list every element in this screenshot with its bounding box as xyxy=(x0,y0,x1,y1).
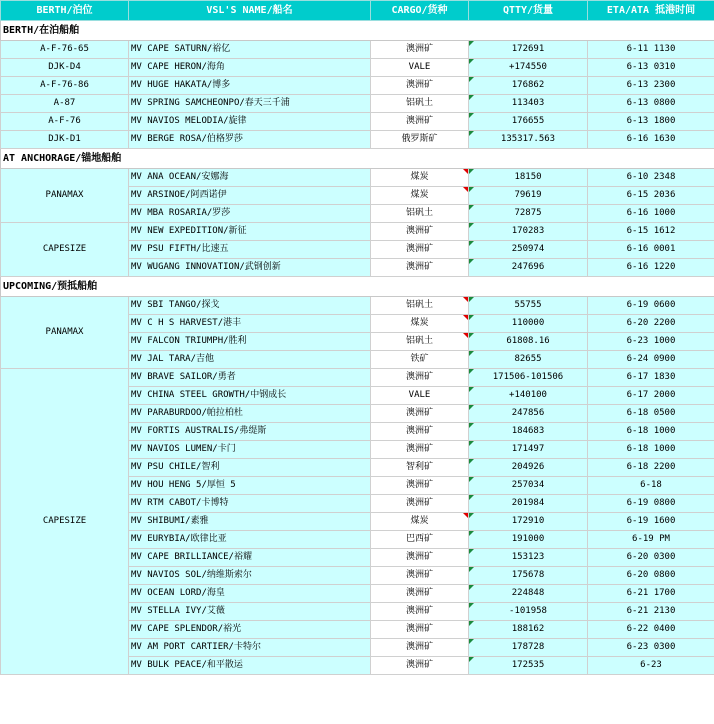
cell-cargo[interactable]: 澳洲矿 xyxy=(371,241,469,259)
cell-cargo[interactable]: 澳洲矿 xyxy=(371,223,469,241)
cell-quantity[interactable]: 72875 xyxy=(469,205,588,223)
cell-vessel-name[interactable]: MV STELLA IVY/艾薇 xyxy=(129,603,371,621)
cell-eta[interactable]: 6-16 0001 xyxy=(588,241,714,259)
cell-vessel-name[interactable]: MV SPRING SAMCHEONPO/春天三千浦 xyxy=(129,95,371,113)
header-row xyxy=(1,1,714,21)
section-row-anchorage xyxy=(1,149,714,169)
cell-eta[interactable]: 6-23 0300 xyxy=(588,639,714,657)
cell-eta[interactable]: 6-18 1000 xyxy=(588,423,714,441)
cell-quantity[interactable]: 79619 xyxy=(469,187,588,205)
cell-quantity[interactable]: 172691 xyxy=(469,41,588,59)
table-row xyxy=(1,297,714,315)
cell-vessel-name[interactable]: MV BERGE ROSA/伯格罗莎 xyxy=(129,131,371,149)
cell-quantity[interactable]: 171506-101506 xyxy=(469,369,588,387)
group-label-panamax[interactable]: PANAMAX xyxy=(1,297,129,369)
cell-eta[interactable]: 6-15 1612 xyxy=(588,223,714,241)
cell-eta[interactable]: 6-15 2036 xyxy=(588,187,714,205)
cell-berth[interactable]: A-F-76-65 xyxy=(1,41,129,59)
cell-eta[interactable]: 6-20 0800 xyxy=(588,567,714,585)
cell-eta[interactable]: 6-13 0800 xyxy=(588,95,714,113)
cell-quantity[interactable]: 188162 xyxy=(469,621,588,639)
cell-vessel-name[interactable]: MV CAPE SPLENDOR/裕光 xyxy=(129,621,371,639)
cell-cargo[interactable]: 澳洲矿 xyxy=(371,621,469,639)
cell-cargo[interactable]: 智利矿 xyxy=(371,459,469,477)
cell-cargo[interactable]: 铝矾土 xyxy=(371,333,469,351)
cell-quantity[interactable]: 172910 xyxy=(469,513,588,531)
cell-quantity[interactable]: 171497 xyxy=(469,441,588,459)
cell-vessel-name[interactable]: MV MBA ROSARIA/罗莎 xyxy=(129,205,371,223)
cell-cargo[interactable]: 澳洲矿 xyxy=(371,77,469,95)
cell-vessel-name[interactable]: MV WUGANG INNOVATION/武钢创新 xyxy=(129,259,371,277)
cell-cargo[interactable]: 煤炭 xyxy=(371,169,469,187)
cell-eta[interactable]: 6-21 1700 xyxy=(588,585,714,603)
cell-quantity[interactable]: 170283 xyxy=(469,223,588,241)
table-row xyxy=(1,223,714,241)
cell-vessel-name[interactable]: MV PSU FIFTH/比速五 xyxy=(129,241,371,259)
cell-cargo[interactable]: 澳洲矿 xyxy=(371,567,469,585)
cell-quantity[interactable]: 224848 xyxy=(469,585,588,603)
cell-vessel-name[interactable]: MV FALCON TRIUMPH/胜利 xyxy=(129,333,371,351)
cell-vessel-name[interactable]: MV CAPE SATURN/裕亿 xyxy=(129,41,371,59)
cell-quantity[interactable]: -101958 xyxy=(469,603,588,621)
cell-cargo[interactable]: 澳洲矿 xyxy=(371,549,469,567)
cell-vessel-name[interactable]: MV SHIBUMI/素雅 xyxy=(129,513,371,531)
table-row xyxy=(1,95,714,113)
cell-vessel-name[interactable]: MV BRAVE SAILOR/勇者 xyxy=(129,369,371,387)
cell-eta[interactable]: 6-19 PM xyxy=(588,531,714,549)
cell-eta[interactable]: 6-18 0500 xyxy=(588,405,714,423)
cell-eta[interactable]: 6-16 1630 xyxy=(588,131,714,149)
cell-vessel-name[interactable]: MV NAVIOS LUMEN/卡门 xyxy=(129,441,371,459)
group-label-panamax[interactable]: PANAMAX xyxy=(1,169,129,223)
section-title-upcoming[interactable]: UPCOMING/预抵船舶 xyxy=(1,277,714,297)
cell-eta[interactable]: 6-13 0310 xyxy=(588,59,714,77)
cell-eta[interactable]: 6-19 1600 xyxy=(588,513,714,531)
section-row-upcoming xyxy=(1,277,714,297)
cell-vessel-name[interactable]: MV BULK PEACE/和平散运 xyxy=(129,657,371,675)
cell-eta[interactable]: 6-18 2200 xyxy=(588,459,714,477)
cell-eta[interactable]: 6-19 0800 xyxy=(588,495,714,513)
cell-quantity[interactable]: 178728 xyxy=(469,639,588,657)
cell-cargo[interactable]: 俄罗斯矿 xyxy=(371,131,469,149)
cell-quantity[interactable]: 172535 xyxy=(469,657,588,675)
cell-cargo[interactable]: 煤炭 xyxy=(371,513,469,531)
cell-eta[interactable]: 6-16 1000 xyxy=(588,205,714,223)
cell-quantity[interactable]: 61808.16 xyxy=(469,333,588,351)
cell-quantity[interactable]: 175678 xyxy=(469,567,588,585)
cell-eta[interactable]: 6-23 xyxy=(588,657,714,675)
cell-vessel-name[interactable]: MV NEW EXPEDITION/新征 xyxy=(129,223,371,241)
cell-eta[interactable]: 6-22 0400 xyxy=(588,621,714,639)
cell-quantity[interactable]: +140100 xyxy=(469,387,588,405)
cell-eta[interactable]: 6-20 2200 xyxy=(588,315,714,333)
cell-quantity[interactable]: 184683 xyxy=(469,423,588,441)
cell-vessel-name[interactable]: MV EURYBIA/欧律比亚 xyxy=(129,531,371,549)
cell-cargo[interactable]: 澳洲矿 xyxy=(371,369,469,387)
table-row xyxy=(1,369,714,387)
cell-quantity[interactable]: 176655 xyxy=(469,113,588,131)
cell-eta[interactable]: 6-18 1000 xyxy=(588,441,714,459)
cell-quantity[interactable]: 176862 xyxy=(469,77,588,95)
cell-quantity[interactable]: 191000 xyxy=(469,531,588,549)
cell-eta[interactable]: 6-13 2300 xyxy=(588,77,714,95)
cell-vessel-name[interactable]: MV NAVIOS MELODIA/旋律 xyxy=(129,113,371,131)
cell-cargo[interactable]: VALE xyxy=(371,59,469,77)
cell-vessel-name[interactable]: MV ARSINOE/阿西诺伊 xyxy=(129,187,371,205)
cell-cargo[interactable]: 澳洲矿 xyxy=(371,495,469,513)
cell-cargo[interactable]: 澳洲矿 xyxy=(371,41,469,59)
cell-vessel-name[interactable]: MV JAL TARA/吉他 xyxy=(129,351,371,369)
cell-cargo[interactable]: 煤炭 xyxy=(371,315,469,333)
table-row xyxy=(1,41,714,59)
cell-cargo[interactable]: 巴西矿 xyxy=(371,531,469,549)
section-title-anchorage[interactable]: AT ANCHORAGE/锚地船舶 xyxy=(1,149,714,169)
cell-cargo[interactable]: 铝矾土 xyxy=(371,205,469,223)
cell-quantity[interactable]: 153123 xyxy=(469,549,588,567)
cell-quantity[interactable]: 113403 xyxy=(469,95,588,113)
cell-eta[interactable]: 6-17 1830 xyxy=(588,369,714,387)
cell-eta[interactable]: 6-20 0300 xyxy=(588,549,714,567)
cell-eta[interactable]: 6-19 0600 xyxy=(588,297,714,315)
cell-cargo[interactable]: 澳洲矿 xyxy=(371,405,469,423)
cell-eta[interactable]: 6-17 2000 xyxy=(588,387,714,405)
table-row xyxy=(1,59,714,77)
cell-quantity[interactable]: 55755 xyxy=(469,297,588,315)
cell-cargo[interactable]: 铝矾土 xyxy=(371,95,469,113)
table-row xyxy=(1,77,714,95)
cell-vessel-name[interactable]: MV CAPE HERON/海角 xyxy=(129,59,371,77)
cell-eta[interactable]: 6-21 2130 xyxy=(588,603,714,621)
cell-quantity[interactable]: 247856 xyxy=(469,405,588,423)
cell-vessel-name[interactable]: MV CAPE BRILLIANCE/裕耀 xyxy=(129,549,371,567)
cell-quantity[interactable]: 250974 xyxy=(469,241,588,259)
cell-vessel-name[interactable]: MV ANA OCEAN/安娜海 xyxy=(129,169,371,187)
cell-cargo[interactable]: 铁矿 xyxy=(371,351,469,369)
header-berth[interactable]: BERTH/泊位 xyxy=(1,1,129,21)
cell-cargo[interactable]: 澳洲矿 xyxy=(371,113,469,131)
cell-cargo[interactable]: 澳洲矿 xyxy=(371,477,469,495)
cell-eta[interactable]: 6-13 1800 xyxy=(588,113,714,131)
header-eta[interactable]: ETA/ATA 抵港时间 xyxy=(588,1,714,21)
cell-quantity[interactable]: 82655 xyxy=(469,351,588,369)
cell-eta[interactable]: 6-10 2348 xyxy=(588,169,714,187)
cell-vessel-name[interactable]: MV NAVIOS SOL/纳维斯索尔 xyxy=(129,567,371,585)
header-vsl-name[interactable]: VSL'S NAME/船名 xyxy=(129,1,371,21)
cell-vessel-name[interactable]: MV CHINA STEEL GROWTH/中钢成长 xyxy=(129,387,371,405)
cell-vessel-name[interactable]: MV PARABURDOO/帕拉柏杜 xyxy=(129,405,371,423)
cell-cargo[interactable]: 铝矾土 xyxy=(371,297,469,315)
cell-quantity[interactable]: 247696 xyxy=(469,259,588,277)
cell-cargo[interactable]: VALE xyxy=(371,387,469,405)
header-qtty[interactable]: QTTY/货量 xyxy=(469,1,588,21)
header-cargo[interactable]: CARGO/货种 xyxy=(371,1,469,21)
cell-quantity[interactable]: 201984 xyxy=(469,495,588,513)
cell-vessel-name[interactable]: MV HOU HENG 5/厚恒 5 xyxy=(129,477,371,495)
table-row xyxy=(1,113,714,131)
cell-quantity[interactable]: +174550 xyxy=(469,59,588,77)
table-row xyxy=(1,131,714,149)
cell-quantity[interactable]: 204926 xyxy=(469,459,588,477)
cell-cargo[interactable]: 澳洲矿 xyxy=(371,603,469,621)
table-row xyxy=(1,169,714,187)
cell-eta[interactable]: 6-16 1220 xyxy=(588,259,714,277)
cell-eta[interactable]: 6-11 1130 xyxy=(588,41,714,59)
cell-quantity[interactable]: 257034 xyxy=(469,477,588,495)
cell-eta[interactable]: 6-23 1000 xyxy=(588,333,714,351)
cell-cargo[interactable]: 澳洲矿 xyxy=(371,441,469,459)
group-label-capesize[interactable]: CAPESIZE xyxy=(1,369,129,675)
cell-berth[interactable]: DJK-D1 xyxy=(1,131,129,149)
cell-quantity[interactable]: 18150 xyxy=(469,169,588,187)
cell-vessel-name[interactable]: MV FORTIS AUSTRALIS/弗缇斯 xyxy=(129,423,371,441)
cell-cargo[interactable]: 澳洲矿 xyxy=(371,639,469,657)
cell-vessel-name[interactable]: MV OCEAN LORD/海皇 xyxy=(129,585,371,603)
cell-cargo[interactable]: 澳洲矿 xyxy=(371,585,469,603)
cell-cargo[interactable]: 澳洲矿 xyxy=(371,259,469,277)
section-title-berth[interactable]: BERTH/在泊船舶 xyxy=(1,21,714,41)
cell-quantity[interactable]: 110000 xyxy=(469,315,588,333)
cell-vessel-name[interactable]: MV C H S HARVEST/港丰 xyxy=(129,315,371,333)
cell-cargo[interactable]: 煤炭 xyxy=(371,187,469,205)
cell-vessel-name[interactable]: MV SBI TANGO/探戈 xyxy=(129,297,371,315)
cell-eta[interactable]: 6-18 xyxy=(588,477,714,495)
group-label-capesize[interactable]: CAPESIZE xyxy=(1,223,129,277)
cell-berth[interactable]: A-87 xyxy=(1,95,129,113)
cell-cargo[interactable]: 澳洲矿 xyxy=(371,423,469,441)
cell-eta[interactable]: 6-24 0900 xyxy=(588,351,714,369)
cell-berth[interactable]: DJK-D4 xyxy=(1,59,129,77)
cell-vessel-name[interactable]: MV AM PORT CARTIER/卡特尔 xyxy=(129,639,371,657)
cell-vessel-name[interactable]: MV PSU CHILE/智利 xyxy=(129,459,371,477)
cell-vessel-name[interactable]: MV RTM CABOT/卡博特 xyxy=(129,495,371,513)
cell-berth[interactable]: A-F-76 xyxy=(1,113,129,131)
cell-vessel-name[interactable]: MV HUGE HAKATA/博多 xyxy=(129,77,371,95)
cell-quantity[interactable]: 135317.563 xyxy=(469,131,588,149)
section-row-berth xyxy=(1,21,714,41)
cell-cargo[interactable]: 澳洲矿 xyxy=(371,657,469,675)
cell-berth[interactable]: A-F-76-86 xyxy=(1,77,129,95)
